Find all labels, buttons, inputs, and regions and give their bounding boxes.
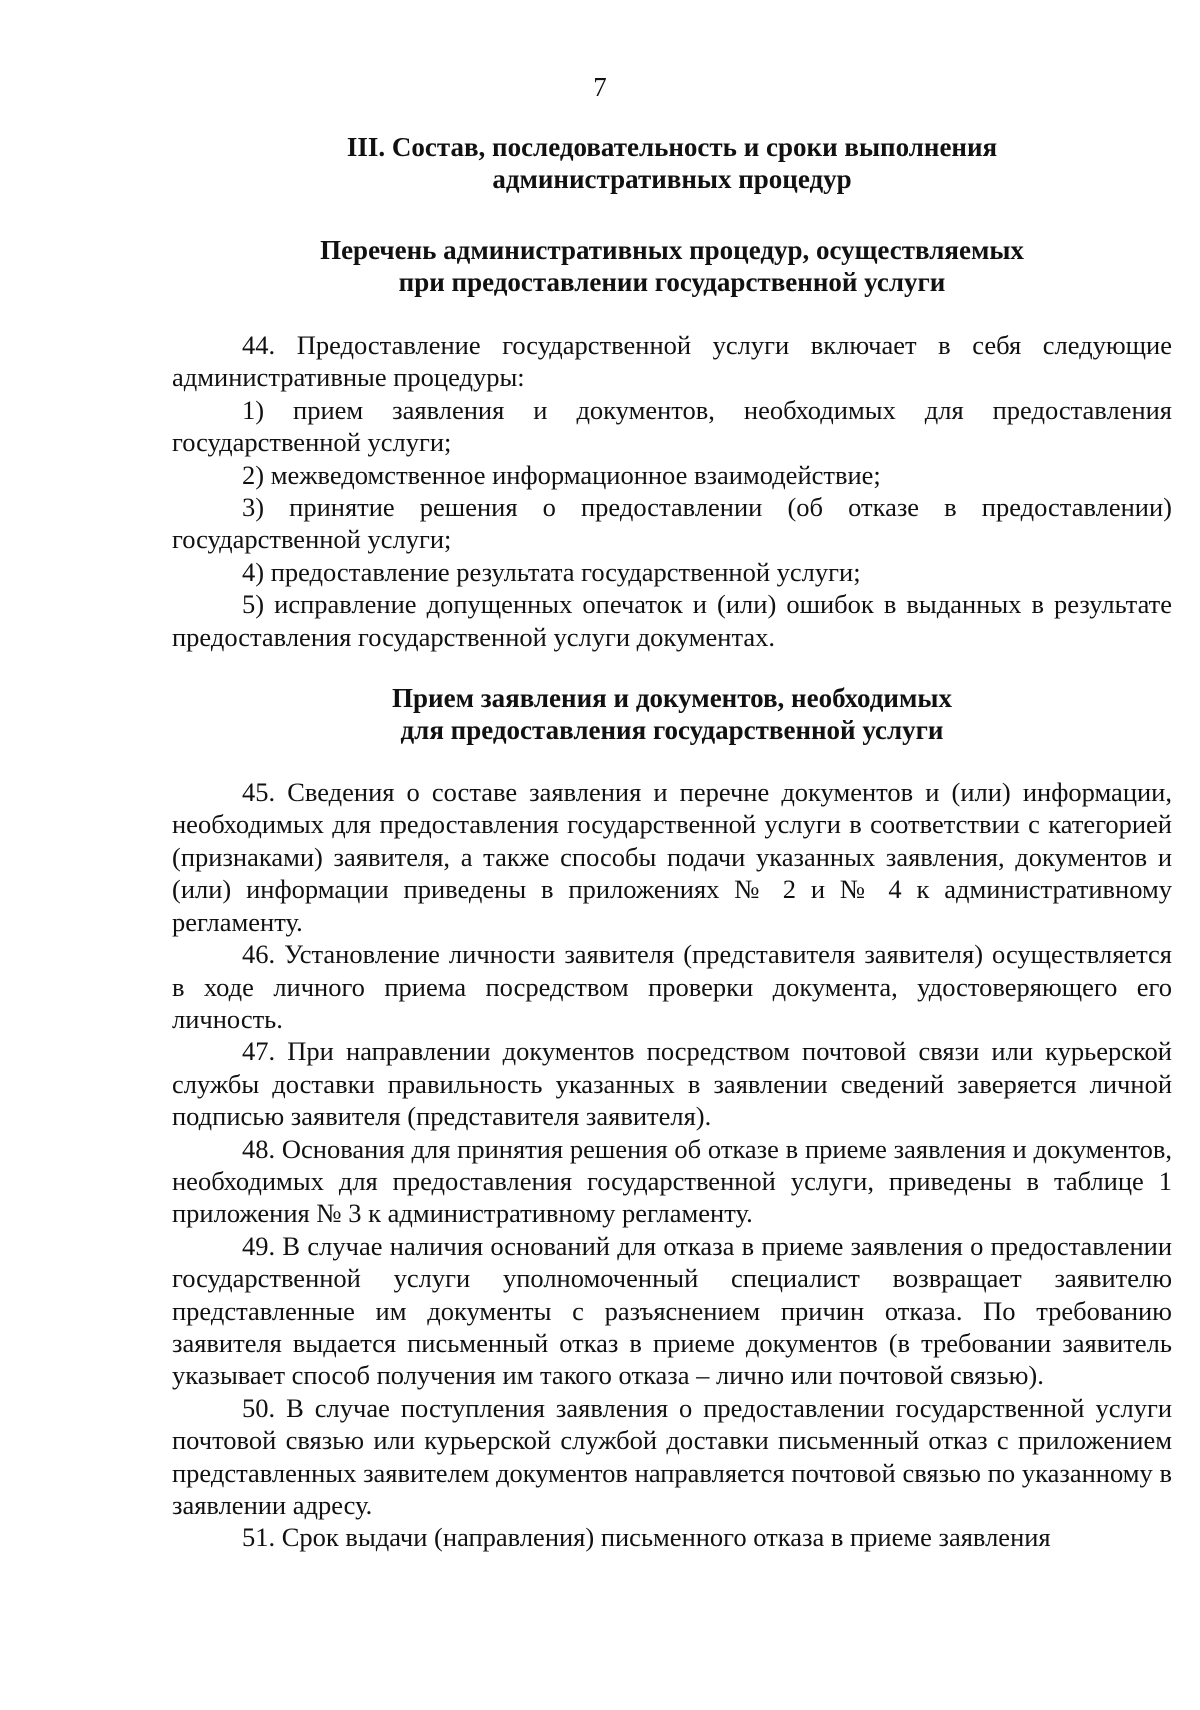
list-item-3: 3) принятие решения о предоставлении (об отказе в предоставлении) государственной услуги; xyxy=(172,492,1172,555)
list-item-4: 4) предоставление результата государственной услуги; xyxy=(242,556,861,587)
paragraph-49: 49. В случае наличия оснований для отказа в приеме заявления о предоставлении государственной услуги уполномоченный специалист возвращает заявителю представленные им документы с разъяснением причин отказа. По требованию заявителя выдается письменный отказ в приеме документов (в требовании заявитель указывает способ получения им такого отказа – лично или почтовой связью). xyxy=(172,1230,1172,1391)
list-item-1: 1) прием заявления и документов, необходимых для предоставления государственной услуги; xyxy=(172,394,1172,458)
section-heading-application-intake xyxy=(172,683,1172,746)
page-number: 7 xyxy=(593,72,607,102)
list-item-2: 2) межведомственное информационное взаимодействие; xyxy=(242,459,881,490)
paragraph-48: 48. Основания для принятия решения об отказе в приеме заявления и документов, необходимых для предоставления государственной услуги, приведены в таблице 1 приложения № 3 к административному регламенту. xyxy=(172,1133,1172,1229)
paragraph-46: 46. Установление личности заявителя (представителя заявителя) осуществляется в ходе личного приема посредством проверки документа, удостоверяющего его личность. xyxy=(172,939,1172,1034)
section-heading-procedures-list xyxy=(172,235,1172,298)
section-heading-procedures-list-line-1: Перечень административных процедур, осуществляемых xyxy=(320,235,1024,265)
procedures-list-section xyxy=(172,329,1172,653)
paragraph-44: 44. Предоставление государственной услуги включает в себя следующие административные процедуры: xyxy=(172,330,1172,393)
application-intake-section xyxy=(172,776,1172,1554)
chapter-heading xyxy=(172,132,1172,195)
section-heading-application-intake-line-2: для предоставления государственной услуги xyxy=(400,714,944,745)
section-heading-application-intake-line-1: Прием заявления и документов, необходимых xyxy=(392,683,952,714)
section-heading-procedures-list-line-2: при предоставлении государственной услуги xyxy=(398,266,946,297)
paragraph-50: 50. В случае поступления заявления о предоставлении государственной услуги почтовой связью или курьерской службой доставки письменный отказ с приложением представленных заявителем документов направляется почтовой связью по указанному в заявлении адресу. xyxy=(172,1392,1172,1520)
paragraph-45: 45. Сведения о составе заявления и перечне документов и (или) информации, необходимых для предоставления государственной услуги в соответствии с категорией (признаками) заявителя, а также способы подачи указанных заявления, документов и (или) информации приведены в приложениях № 2 и № 4 к административному регламенту. xyxy=(172,777,1172,937)
document-body xyxy=(172,132,1172,1554)
paragraph-51: 51. Срок выдачи (направления) письменного отказа в приеме заявления xyxy=(242,1522,1051,1553)
chapter-heading-line-2: административных процедур xyxy=(492,163,852,194)
list-item-5: 5) исправление допущенных опечаток и (или) ошибок в выданных в результате предоставления государственной услуги документах. xyxy=(172,589,1172,652)
paragraph-47: 47. При направлении документов посредством почтовой связи или курьерской службы доставки правильность указанных в заявлении сведений заверяется личной подписью заявителя (представителя заявителя). xyxy=(172,1036,1172,1132)
chapter-heading-line-1: III. Состав, последовательность и сроки выполнения xyxy=(346,132,998,162)
